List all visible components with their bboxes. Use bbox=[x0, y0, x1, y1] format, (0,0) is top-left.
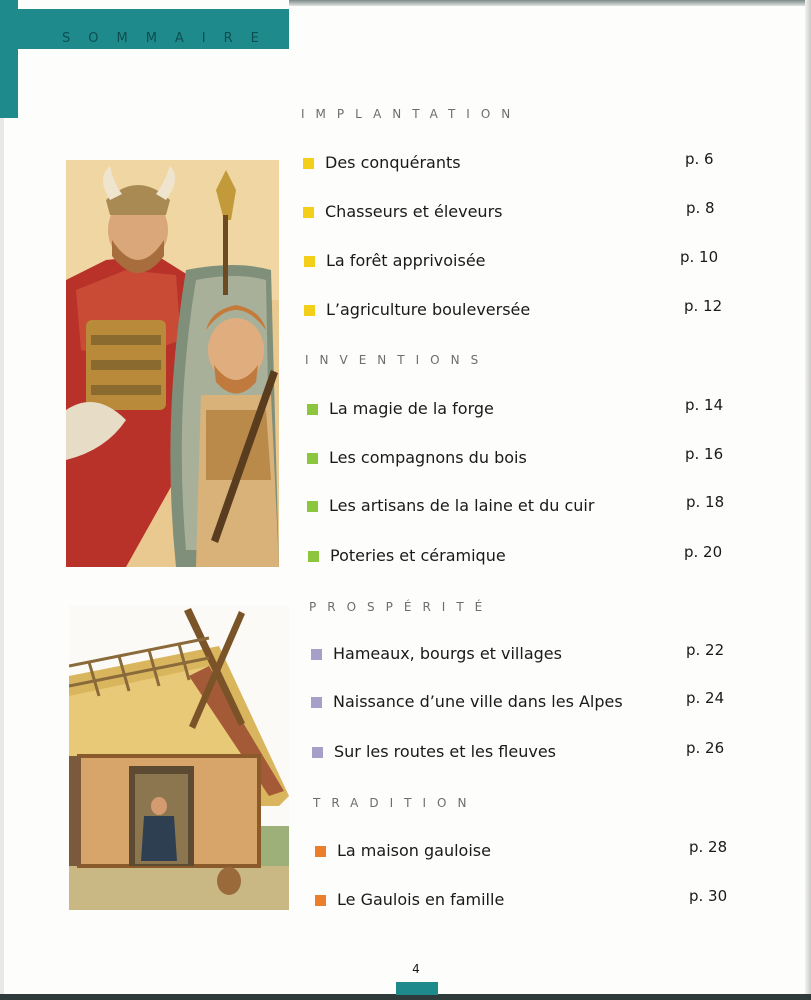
entry-title[interactable]: Naissance d’une ville dans les Alpes bbox=[333, 692, 623, 711]
right-page-edge bbox=[805, 0, 811, 1000]
entry-page[interactable]: p. 24 bbox=[686, 689, 725, 707]
orange-square-bullet bbox=[315, 846, 326, 857]
entry-title[interactable]: La maison gauloise bbox=[337, 841, 491, 860]
toc-entry[interactable] bbox=[307, 493, 727, 518]
entry-page[interactable]: p. 28 bbox=[689, 838, 728, 856]
toc-entry[interactable] bbox=[303, 150, 723, 175]
entry-title[interactable]: Poteries et céramique bbox=[330, 546, 506, 565]
toc-entry[interactable] bbox=[303, 199, 723, 224]
entry-page[interactable]: p. 12 bbox=[684, 297, 723, 315]
entry-title[interactable]: L’agriculture bouleversée bbox=[326, 300, 531, 319]
entry-title[interactable]: Les artisans de la laine et du cuir bbox=[329, 496, 595, 515]
entry-page[interactable]: p. 18 bbox=[686, 493, 725, 511]
entry-title[interactable]: Sur les routes et les fleuves bbox=[334, 742, 556, 761]
toc-entry[interactable] bbox=[308, 543, 728, 568]
toc-entry[interactable] bbox=[311, 641, 731, 666]
header-label: SOMMAIRE bbox=[62, 31, 277, 46]
entry-title[interactable]: Hameaux, bourgs et villages bbox=[333, 644, 562, 663]
entry-page[interactable]: p. 16 bbox=[685, 445, 724, 463]
entry-title[interactable]: Chasseurs et éleveurs bbox=[325, 202, 503, 221]
entry-page[interactable]: p. 14 bbox=[685, 396, 724, 414]
green-square-bullet bbox=[307, 404, 318, 415]
section-title: TRADITION bbox=[313, 796, 478, 810]
section-title: INVENTIONS bbox=[305, 353, 490, 367]
green-square-bullet bbox=[308, 551, 319, 562]
left-page-edge bbox=[0, 118, 4, 1000]
entry-title[interactable]: La forêt apprivoisée bbox=[326, 251, 486, 270]
toc-entry[interactable] bbox=[311, 689, 731, 714]
green-square-bullet bbox=[307, 501, 318, 512]
entry-title[interactable]: Le Gaulois en famille bbox=[337, 890, 505, 909]
lavender-square-bullet bbox=[311, 697, 322, 708]
entry-page[interactable]: p. 8 bbox=[686, 199, 715, 217]
yellow-square-bullet bbox=[303, 207, 314, 218]
entry-page[interactable]: p. 26 bbox=[686, 739, 725, 757]
entry-page[interactable]: p. 6 bbox=[685, 150, 714, 168]
lavender-square-bullet bbox=[311, 649, 322, 660]
orange-square-bullet bbox=[315, 895, 326, 906]
toc-entry[interactable] bbox=[307, 396, 727, 421]
toc-entry[interactable] bbox=[315, 887, 735, 912]
toc-entry[interactable] bbox=[304, 297, 724, 322]
entry-page[interactable]: p. 10 bbox=[680, 248, 719, 266]
entry-page[interactable]: p. 30 bbox=[689, 887, 728, 905]
gaulish-warriors-illustration bbox=[66, 160, 279, 567]
entry-title[interactable]: Les compagnons du bois bbox=[329, 448, 527, 467]
lavender-square-bullet bbox=[312, 747, 323, 758]
top-page-shadow bbox=[289, 0, 811, 6]
toc-entry[interactable] bbox=[315, 838, 735, 863]
page-number: 4 bbox=[412, 962, 420, 976]
toc-entry[interactable] bbox=[304, 248, 724, 273]
green-square-bullet bbox=[307, 453, 318, 464]
section-title: IMPLANTATION bbox=[301, 107, 522, 121]
toc-entry[interactable] bbox=[312, 739, 732, 764]
gaulish-house-illustration bbox=[69, 606, 289, 910]
yellow-square-bullet bbox=[304, 305, 315, 316]
entry-title[interactable]: Des conquérants bbox=[325, 153, 461, 172]
entry-page[interactable]: p. 22 bbox=[686, 641, 725, 659]
yellow-square-bullet bbox=[303, 158, 314, 169]
entry-title[interactable]: La magie de la forge bbox=[329, 399, 494, 418]
entry-page[interactable]: p. 20 bbox=[684, 543, 723, 561]
left-teal-band bbox=[0, 0, 18, 118]
header-bar bbox=[18, 9, 289, 49]
toc-entry[interactable] bbox=[307, 445, 727, 470]
section-title: PROSPÉRITÉ bbox=[309, 600, 494, 614]
yellow-square-bullet bbox=[304, 256, 315, 267]
page-tab bbox=[396, 982, 438, 995]
